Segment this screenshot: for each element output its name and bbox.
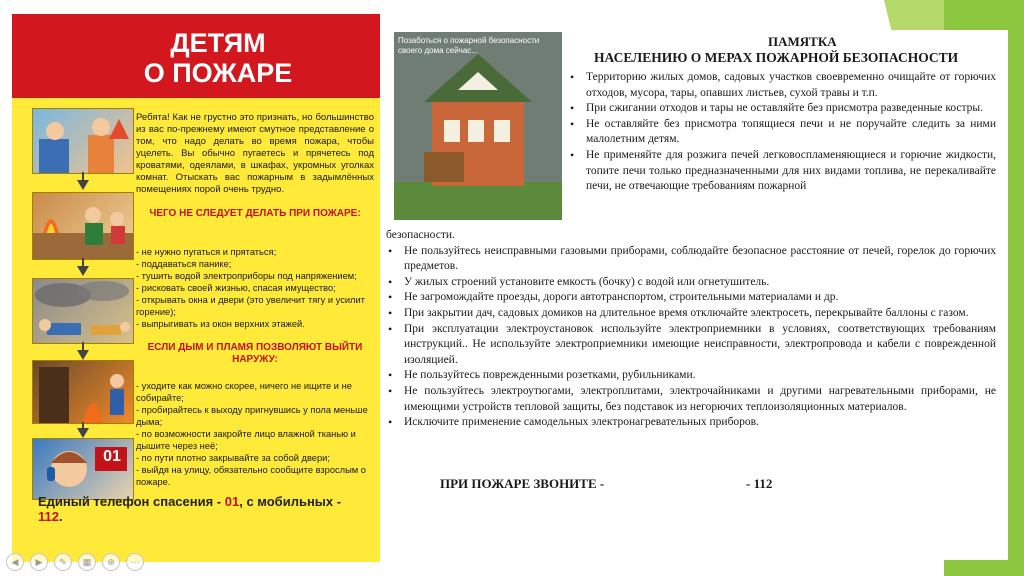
list-item: - выпрыгивать из окон верхних этажей. bbox=[136, 319, 305, 329]
memo-footer-call: ПРИ ПОЖАРЕ ЗВОНИТЕ - bbox=[440, 476, 605, 491]
memo-subtitle: НАСЕЛЕНИЮ О МЕРАХ ПОЖАРНОЙ БЕЗОПАСНОСТИ bbox=[594, 50, 959, 65]
list-item: • При эксплуатации электроустановок используйте электроприемники в условиях, соответствующих требованиям инструкций.. Не используйте электроприемники имеющие неисправности, электропровода и кабели с поврежденной изоляцией. bbox=[386, 322, 996, 369]
list-item: • Не оставляйте без присмотра топящиеся печи и не поручайте следить за ними малолетним детям. bbox=[568, 117, 996, 148]
phone-suffix: . bbox=[58, 509, 63, 524]
memo-bottom-list bbox=[386, 228, 996, 431]
sign-number-01: 01 bbox=[103, 448, 121, 465]
photo-caption: Позаботься о пожарной безопасности своего дома сейчас... bbox=[398, 36, 540, 55]
phone-number-112: 112 bbox=[38, 509, 59, 524]
memo-title: ПАМЯТКА bbox=[768, 34, 837, 49]
poster-title-line1: ДЕТЯМ bbox=[170, 28, 266, 58]
fire-safety-memo bbox=[386, 30, 1008, 560]
poster-header bbox=[12, 14, 380, 98]
list-item: • Исключите применение самодельных электронагревательных приборов. bbox=[386, 415, 996, 431]
list-item: - пробирайтесь к выходу пригнувшись у пола меньше дыма; bbox=[136, 405, 368, 427]
phone-mid: , с мобильных - bbox=[239, 494, 342, 509]
phone-prefix: Единый телефон спасения - bbox=[38, 494, 225, 509]
illustration-children-exit-door bbox=[32, 360, 134, 424]
list-item: • Не загромождайте проезды, дороги автотранспортом, строительными материалами и др. bbox=[386, 290, 996, 306]
list-item: - поддаваться панике; bbox=[136, 259, 232, 269]
poster-title bbox=[98, 28, 338, 88]
down-arrow-icon bbox=[77, 428, 89, 438]
list-item: - по возможности закройте лицо влажной тканью и дышите через неё; bbox=[136, 429, 356, 451]
children-fire-poster bbox=[12, 14, 380, 562]
list-item: - уходите как можно скорее, ничего не ищите и не собирайте; bbox=[136, 381, 352, 403]
memo-footer-number: - 112 bbox=[746, 476, 773, 491]
poster-intro-text: Ребята! Как не грустно это признать, но большинство из вас по-прежнему имеют смутное представление о том, что надо делать во время пожара, чтобы уцелеть. Вы обычно пугаетесь и прячетесь под кроватями, одеялами, в шкафах, укромных уголках комнат. Отыскать вас пожарным в задымлённых помещениях порой очень трудно. bbox=[136, 112, 374, 195]
list-item: • У жилых строений установите емкость (бочку) с водой или огнетушитель. bbox=[386, 275, 996, 291]
poster-smoke-heading: ЕСЛИ ДЫМ И ПЛАМЯ ПОЗВОЛЯЮТ ВЫЙТИ НАРУЖУ: bbox=[147, 342, 363, 365]
list-item: - тушить водой электроприборы под напряжением; bbox=[136, 271, 357, 281]
list-item: • Не пользуйтесь поврежденными розетками, рубильниками. bbox=[386, 368, 996, 384]
list-item: - по пути плотно закрывайте за собой двери; bbox=[136, 453, 330, 463]
poster-dont-list bbox=[136, 246, 376, 330]
poster-title-line2: О ПОЖАРЕ bbox=[143, 58, 293, 88]
down-arrow-icon bbox=[77, 266, 89, 276]
list-item: • При сжигании отходов и тары не оставляйте без присмотра разведенные костры. bbox=[568, 101, 996, 117]
illustration-children-hiding bbox=[32, 108, 134, 174]
slides-icon[interactable]: ▦ bbox=[78, 553, 96, 571]
poster-dont-heading: ЧЕГО НЕ СЛЕДУЕТ ДЕЛАТЬ ПРИ ПОЖАРЕ: bbox=[149, 208, 361, 219]
list-item: • При закрытии дач, садовых домиков на длительное время отключайте электросеть, перекрывайте баллоны с газом. bbox=[386, 306, 996, 322]
list-item: - рисковать своей жизнью, спасая имущество; bbox=[136, 283, 336, 293]
memo-top-list bbox=[568, 70, 996, 195]
poster-smoke-list bbox=[136, 380, 376, 488]
more-icon[interactable]: ⋯ bbox=[126, 553, 144, 571]
pen-icon[interactable]: ✎ bbox=[54, 553, 72, 571]
list-item: - открывать окна и двери (это увеличит тягу и усилит горение); bbox=[136, 295, 365, 317]
illustration-children-fire-room bbox=[32, 192, 134, 260]
list-item: • Не пользуйтесь электроутюгами, электроплитами, электрочайниками и другими нагревательными приборами, не имеющими устройств тепловой защиты, без подставок из негорючих теплоизоляционных материалов. bbox=[386, 384, 996, 415]
list-item: • Не применяйте для розжига печей легковоспламеняющиеся и горючие жидкости, топите печи только предназначенными для них видами топлива, не перекаливайте печи, не отвечающие требованиям пожарной bbox=[568, 148, 996, 195]
house-photo bbox=[394, 32, 562, 220]
next-icon[interactable]: ▶ bbox=[30, 553, 48, 571]
down-arrow-icon bbox=[77, 180, 89, 190]
down-arrow-icon bbox=[77, 350, 89, 360]
previous-icon[interactable]: ◀ bbox=[6, 553, 24, 571]
wrapped-text: безопасности. bbox=[386, 229, 455, 241]
list-item: - не нужно пугаться и прятаться; bbox=[136, 247, 277, 257]
zoom-icon[interactable]: ⊕ bbox=[102, 553, 120, 571]
slideshow-toolbar bbox=[6, 552, 144, 572]
illustration-child-calling-01 bbox=[32, 438, 134, 500]
rescue-phone-line bbox=[38, 494, 368, 524]
list-item: • Не пользуйтесь неисправными газовыми приборами, соблюдайте безопасное расстояние от печей, горелок до горючих предметов. bbox=[386, 244, 996, 275]
list-item: • Территорию жилых домов, садовых участков своевременно очищайте от горючих отходов, мусора, тары, опавших листьев, сухой травы и т.п. bbox=[568, 70, 996, 101]
illustration-children-crawling-smoke bbox=[32, 278, 134, 344]
phone-number-01: 01 bbox=[224, 494, 240, 509]
list-item: - выйдя на улицу, обязательно сообщите взрослым о пожаре. bbox=[136, 465, 366, 487]
